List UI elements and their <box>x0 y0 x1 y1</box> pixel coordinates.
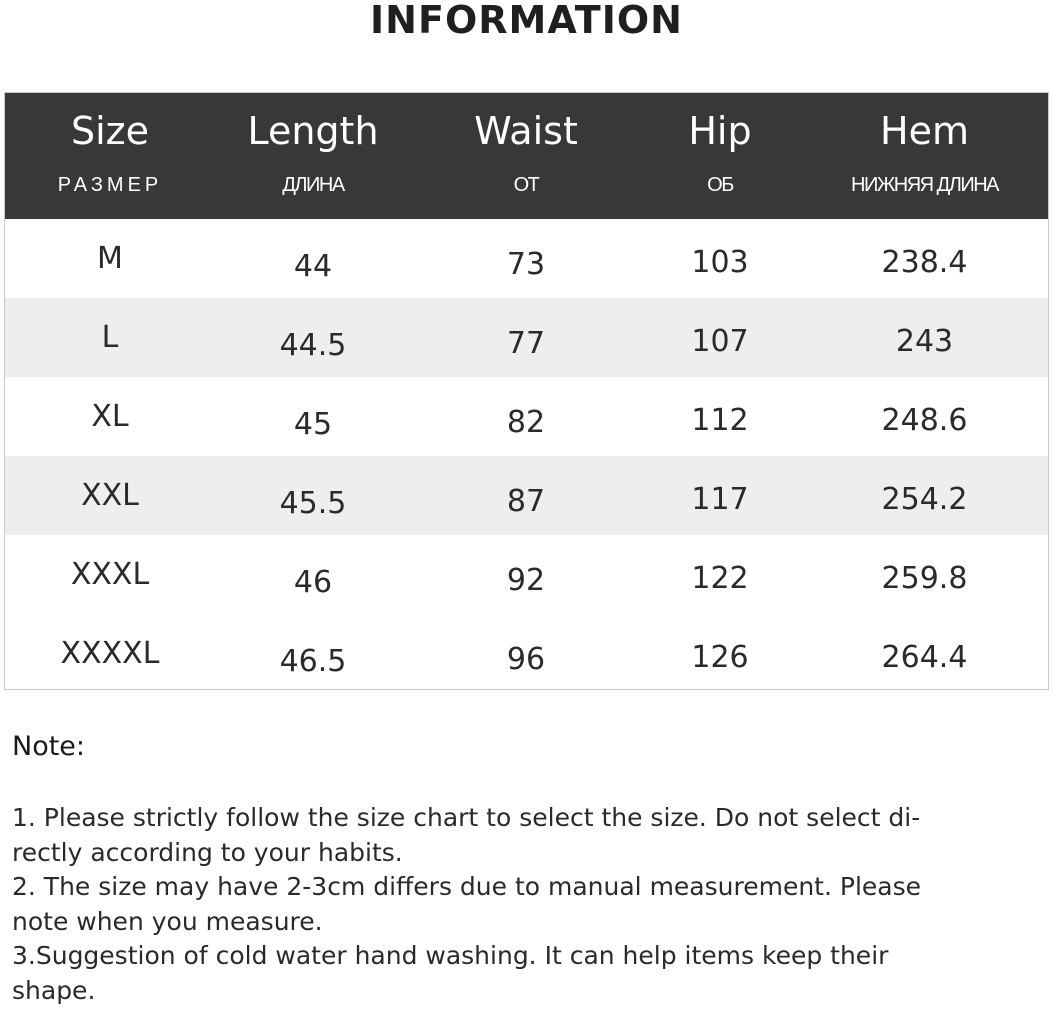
cell-hem-value: 259.8 <box>881 561 968 596</box>
cell-length <box>215 456 411 535</box>
cell-size-value: M <box>97 241 123 276</box>
header-waist-label: Waist <box>474 109 578 153</box>
table-row <box>5 298 1048 377</box>
cell-length <box>215 377 411 456</box>
header-hip-label: Hip <box>688 109 752 153</box>
cell-size-value: XL <box>91 399 129 434</box>
cell-hem-value: 254.2 <box>881 482 968 517</box>
cell-size <box>5 456 215 535</box>
cell-size-value: L <box>101 320 119 355</box>
note-line: shape. <box>12 975 96 1005</box>
cell-length-value: 45.5 <box>279 486 347 521</box>
cell-size <box>5 614 215 693</box>
header-size-ru-label: РАЗМЕР <box>57 174 163 196</box>
header-hem-ru-label: НИЖНЯЯ ДЛИНА <box>851 174 998 196</box>
cell-waist-value: 82 <box>506 405 546 440</box>
cell-length-value: 44 <box>293 249 333 284</box>
cell-hem <box>799 456 1050 535</box>
cell-waist-value: 87 <box>506 484 546 519</box>
cell-length-value: 44.5 <box>279 328 347 363</box>
cell-hem-value: 248.6 <box>881 403 968 438</box>
notes-list <box>12 801 1042 1008</box>
table-row <box>5 614 1048 693</box>
cell-hem-value: 243 <box>895 324 954 359</box>
cell-hip <box>641 456 799 535</box>
header-hip-ru-label: ОБ <box>707 174 733 196</box>
table-row <box>5 456 1048 535</box>
cell-hip-value: 112 <box>691 403 749 438</box>
cell-hem <box>799 614 1050 693</box>
cell-length-value: 45 <box>293 407 333 442</box>
table-row <box>5 377 1048 456</box>
page-title: INFORMATION <box>370 0 683 42</box>
cell-hip-value: 122 <box>691 561 749 596</box>
header-size-label: Size <box>70 109 149 153</box>
header-hem-label: Hem <box>880 109 969 153</box>
note-line: 2. The size may have 2-3cm differs due to manual measurement. Please <box>12 872 922 901</box>
size-chart-table <box>4 92 1049 690</box>
cell-size <box>5 377 215 456</box>
cell-size <box>5 535 215 614</box>
table-row <box>5 535 1048 614</box>
header-size <box>5 93 215 219</box>
cell-hip <box>641 377 799 456</box>
cell-waist <box>411 298 641 377</box>
cell-length <box>215 219 411 298</box>
header-length-label: Length <box>247 109 379 153</box>
cell-hip <box>641 614 799 693</box>
cell-length <box>215 535 411 614</box>
cell-hip <box>641 535 799 614</box>
cell-waist <box>411 456 641 535</box>
cell-waist <box>411 614 641 693</box>
cell-length-value: 46 <box>293 565 333 600</box>
cell-length <box>215 614 411 693</box>
table-header <box>5 93 1048 219</box>
header-hip <box>641 93 799 219</box>
header-length <box>215 93 411 219</box>
cell-length-value: 46.5 <box>279 644 347 679</box>
cell-hip-value: 126 <box>691 640 749 675</box>
cell-hem <box>799 219 1050 298</box>
cell-hip-value: 117 <box>691 482 749 517</box>
cell-waist-value: 92 <box>506 563 546 598</box>
cell-hem-value: 238.4 <box>881 245 968 280</box>
table-row <box>5 219 1048 298</box>
cell-waist <box>411 219 641 298</box>
cell-waist-value: 96 <box>506 642 546 677</box>
cell-hem-value: 264.4 <box>881 640 968 675</box>
cell-waist <box>411 535 641 614</box>
note-line: 1. Please strictly follow the size chart to select the size. Do not select di- <box>12 803 921 832</box>
cell-size-value: XXXL <box>70 557 150 592</box>
cell-hem <box>799 377 1050 456</box>
cell-waist <box>411 377 641 456</box>
note-line: note when you measure. <box>12 906 323 936</box>
note-line: rectly according to your habits. <box>12 837 403 867</box>
cell-length <box>215 298 411 377</box>
cell-hip <box>641 298 799 377</box>
cell-waist-value: 77 <box>506 326 546 361</box>
note-heading: Note: <box>12 731 86 762</box>
cell-size-value: XXXXL <box>60 636 160 671</box>
cell-hem <box>799 535 1050 614</box>
header-length-ru-label: ДЛИНА <box>282 174 344 196</box>
cell-size <box>5 298 215 377</box>
cell-hem <box>799 298 1050 377</box>
cell-hip-value: 107 <box>691 324 749 359</box>
cell-size <box>5 219 215 298</box>
cell-hip-value: 103 <box>691 245 749 280</box>
header-hem <box>799 93 1050 219</box>
header-waist <box>411 93 641 219</box>
cell-waist-value: 73 <box>506 247 546 282</box>
cell-hip <box>641 219 799 298</box>
cell-size-value: XXL <box>81 478 139 513</box>
note-line: 3.Suggestion of cold water hand washing. It can help items keep their <box>12 941 889 970</box>
header-waist-ru-label: ОТ <box>513 174 539 196</box>
table-body <box>5 219 1048 693</box>
